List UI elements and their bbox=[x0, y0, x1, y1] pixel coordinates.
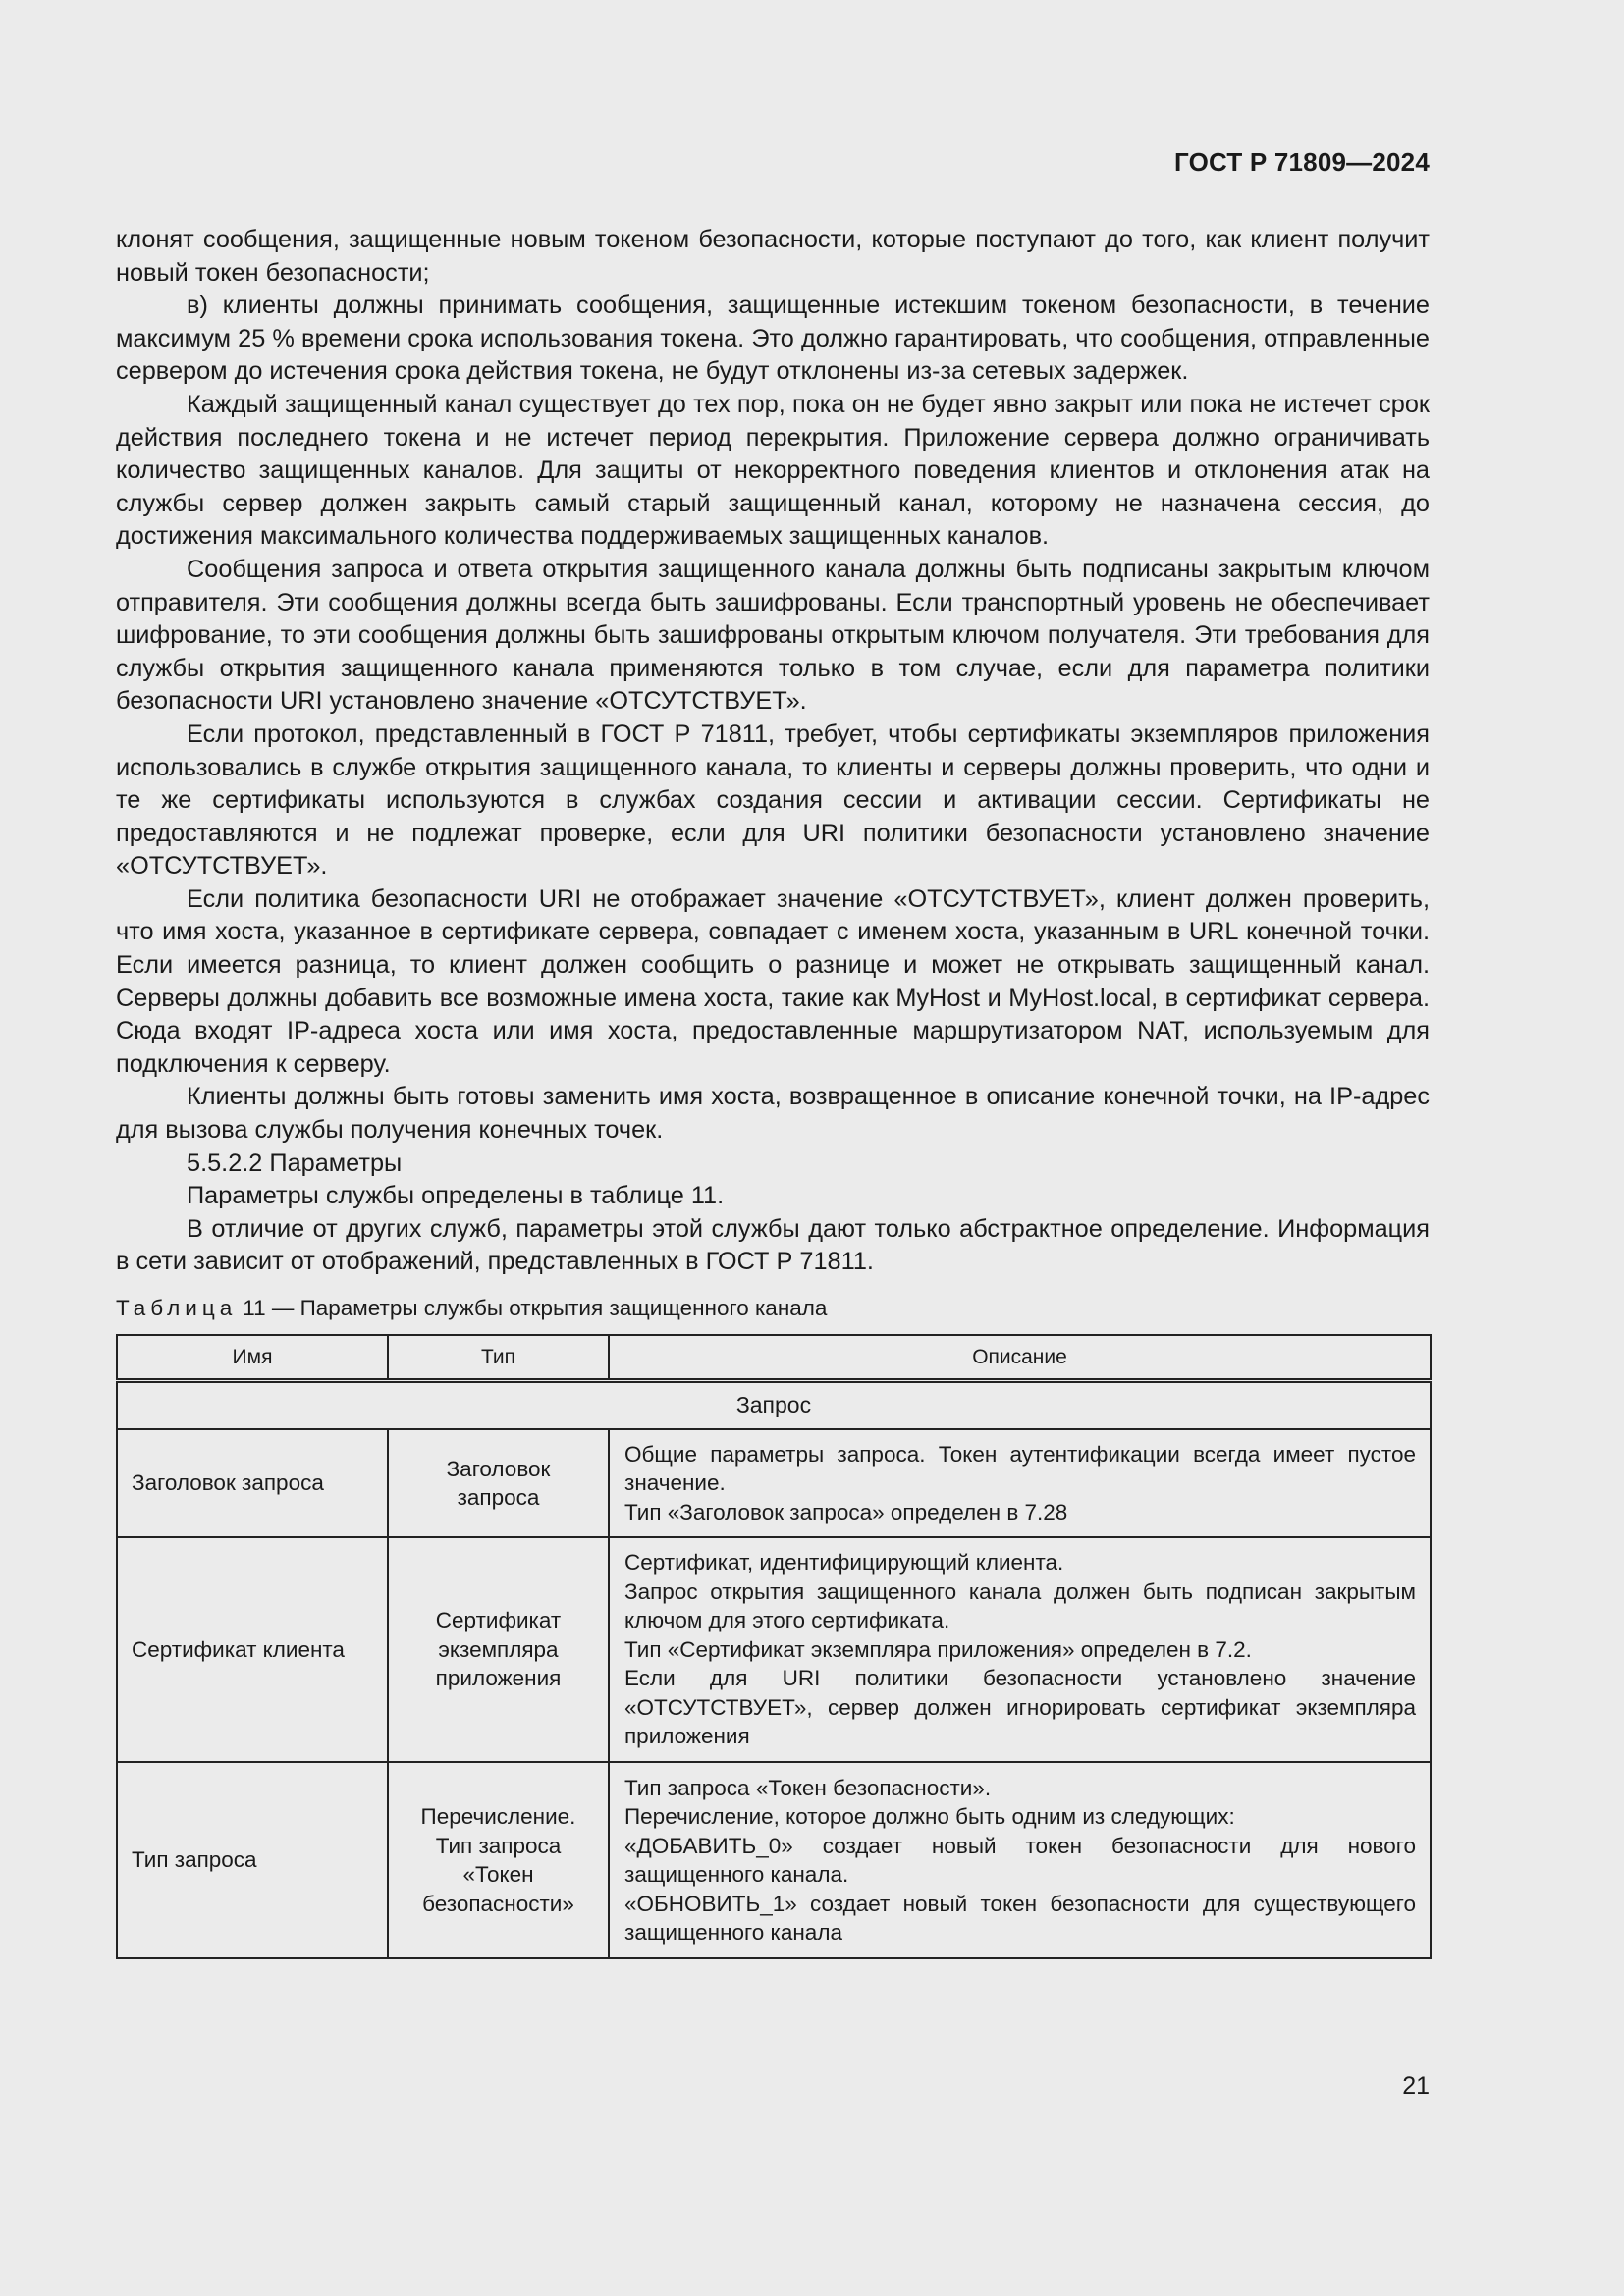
column-header-description: Описание bbox=[609, 1335, 1431, 1381]
paragraph: клонят сообщения, защищенные новым токеном безопасности, которые поступают до того, как клиент получит новый токен безопасности; bbox=[116, 226, 1430, 287]
table-row bbox=[117, 1537, 1431, 1762]
param-name-cell: Заголовок запроса bbox=[117, 1429, 388, 1537]
table-section-row bbox=[117, 1381, 1431, 1430]
description-line: «ДОБАВИТЬ_0» создает новый токен безопасности для нового защищенного канала. bbox=[624, 1833, 1416, 1887]
column-header-name: Имя bbox=[117, 1335, 388, 1381]
paragraph: Если политика безопасности URI не отображает значение «ОТСУТСТВУЕТ», клиент должен проверить, что имя хоста, указанное в сертификате сервера, совпадает с именем хоста, указанным в URL конечной точки. Если имеется разница, то клиент должен сообщить о разнице и может не открывать защищенный канал. Серверы должны добавить все возможные имена хоста, такие как MyHost и MyHost.local, в сертификат сервера. Сюда входят IP-адреса хоста или имя хоста, предоставленные маршрутизатором NAT, используемым для подключения к серверу. bbox=[116, 884, 1430, 1078]
paragraph: Параметры службы определены в таблице 11. bbox=[187, 1182, 725, 1210]
description-line: Сертификат, идентифицирующий клиента. bbox=[624, 1550, 1064, 1575]
param-type-cell: Перечисление. Тип запроса «Токен безопасности» bbox=[388, 1762, 609, 1958]
table-caption-title: 11 — Параметры службы открытия защищенного канала bbox=[243, 1296, 828, 1320]
description-line: Запрос открытия защищенного канала должен быть подписан закрытым ключом для этого сертификата. bbox=[624, 1578, 1416, 1633]
paragraph-list bbox=[116, 224, 1430, 1279]
description-line: Тип запроса «Токен безопасности». bbox=[624, 1775, 992, 1800]
param-description-cell bbox=[609, 1429, 1431, 1537]
table-row bbox=[117, 1762, 1431, 1958]
paragraph: в) клиенты должны принимать сообщения, защищенные истекшим токеном безопасности, в течение максимум 25 % времени срока использования токена. Это должно гарантировать, что сообщения, отправленные сервером до истечения срока действия токена, не будут отклонены из-за сетевых задержек. bbox=[116, 292, 1430, 386]
paragraph: В отличие от других служб, параметры этой службы дают только абстрактное определение. Информация в сети зависит от отображений, представленных в ГОСТ Р 71811. bbox=[116, 1214, 1430, 1276]
paragraph: Если протокол, представленный в ГОСТ Р 71811, требует, чтобы сертификаты экземпляров приложения использовались в службе открытия защищенного канала, то клиенты и серверы должны проверить, что одни и те же сертификаты используются в службах создания сессии и активации сессии. Сертификаты не предоставляются и не подлежат проверке, если для URI политики безопасности установлено значение «ОТСУТСТВУЕТ». bbox=[116, 720, 1430, 881]
parameters-table bbox=[116, 1334, 1432, 1959]
paragraph: Клиенты должны быть готовы заменить имя хоста, возвращенное в описание конечной точки, на IP-адрес для вызова службы получения конечных точек. bbox=[116, 1083, 1430, 1145]
description-line: Перечисление, которое должно быть одним из следующих: bbox=[624, 1804, 1235, 1829]
paragraph: Сообщения запроса и ответа открытия защищенного канала должны быть подписаны закрытым ключом отправителя. Эти сообщения должны всегда быть зашифрованы. Если транспортный уровень не обеспечивает шифрование, то эти сообщения должны быть зашифрованы открытым ключом получателя. Эти требования для службы открытия защищенного канала применяются только в том случае, если для параметра политики безопасности URI установлено значение «ОТСУТСТВУЕТ». bbox=[116, 555, 1430, 716]
param-type-cell: Сертификат экземпляра приложения bbox=[388, 1537, 609, 1762]
table-header-row bbox=[117, 1335, 1431, 1381]
param-description-cell bbox=[609, 1537, 1431, 1762]
param-type-cell: Заголовок запроса bbox=[388, 1429, 609, 1537]
description-line: Общие параметры запроса. Токен аутентификации всегда имеет пустое значение. bbox=[624, 1441, 1416, 1496]
table-caption-label: Таблица bbox=[116, 1296, 238, 1320]
paragraph: Каждый защищенный канал существует до тех пор, пока он не будет явно закрыт или пока не истечет срок действия последнего токена и не истечет период перекрытия. Приложение сервера должно ограничивать количество защищенных каналов. Для защиты от некорректного поведения клиентов и отклонения атак на службы сервер должен закрыть самый старый защищенный канал, которому не назначена сессия, до достижения максимального количества поддерживаемых защищенных каналов. bbox=[116, 390, 1430, 551]
description-line: Тип «Сертификат экземпляра приложения» определен в 7.2. bbox=[624, 1636, 1252, 1662]
param-description-cell bbox=[609, 1762, 1431, 1958]
description-line: Если для URI политики безопасности установлено значение «ОТСУТСТВУЕТ», сервер должен игнорировать сертификат экземпляра приложения bbox=[624, 1666, 1416, 1749]
document-id-header: ГОСТ Р 71809—2024 bbox=[1174, 147, 1430, 177]
page-number: 21 bbox=[1402, 2072, 1430, 2100]
body-content bbox=[116, 224, 1430, 1959]
table-row bbox=[117, 1429, 1431, 1537]
table-caption bbox=[116, 1295, 1430, 1322]
param-name-cell: Тип запроса bbox=[117, 1762, 388, 1958]
section-label: Запрос bbox=[117, 1381, 1431, 1430]
description-line: «ОБНОВИТЬ_1» создает новый токен безопасности для существующего защищенного канала bbox=[624, 1891, 1416, 1945]
column-header-type: Тип bbox=[388, 1335, 609, 1381]
paragraph: 5.5.2.2 Параметры bbox=[187, 1148, 403, 1177]
param-name-cell: Сертификат клиента bbox=[117, 1537, 388, 1762]
description-line: Тип «Заголовок запроса» определен в 7.28 bbox=[624, 1499, 1068, 1524]
